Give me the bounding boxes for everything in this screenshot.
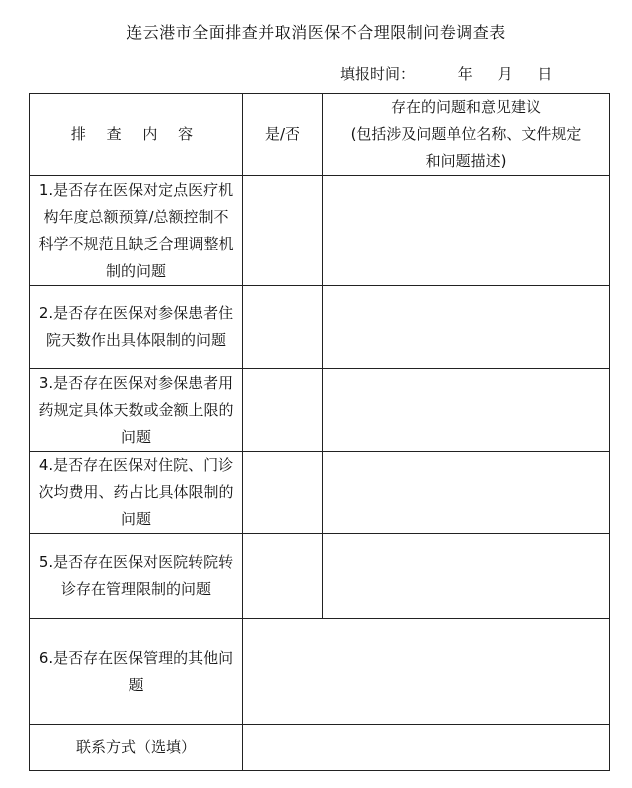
page-title: 连云港市全面排查并取消医保不合理限制问卷调查表: [126, 23, 506, 42]
fill-date-row: [340, 63, 552, 84]
answer-yes-no-2[interactable]: [243, 286, 323, 369]
contact-row: [30, 725, 610, 771]
question-6: [30, 619, 243, 725]
survey-table: [29, 93, 610, 771]
header-yes-no: 是/否: [243, 94, 323, 176]
question-text: 4.是否存在医保对住院、门诊次均费用、药占比具体限制的问题: [38, 456, 234, 528]
table-row: [30, 286, 610, 369]
header-issues-line1: 存在的问题和意见建议: [390, 98, 541, 116]
answer-issues-2[interactable]: [323, 286, 610, 369]
question-2: [30, 286, 243, 369]
answer-issues-4[interactable]: [323, 452, 610, 534]
question-text: 5.是否存在医保对医院转院转诊存在管理限制的问题: [38, 553, 234, 598]
header-issues-line2: (包括涉及问题单位名称、文件规定: [350, 125, 582, 143]
question-text: 2.是否存在医保对参保患者住院天数作出具体限制的问题: [38, 304, 234, 349]
question-text: 3.是否存在医保对参保患者用药规定具体天数或金额上限的问题: [38, 373, 234, 446]
header-issues: [323, 94, 610, 176]
fill-date-label: 填报时间：: [340, 65, 416, 83]
answer-issues-3[interactable]: [323, 369, 610, 452]
question-text: 1.是否存在医保对定点医疗机构年度总额预算/总额控制不科学不规范且缺乏合理调整机制的问题: [38, 180, 234, 280]
question-4: [30, 452, 243, 534]
table-row: [30, 619, 610, 725]
answer-yes-no-3[interactable]: [243, 369, 323, 452]
header-issues-line3: 和问题描述): [425, 152, 507, 170]
answer-yes-no-4[interactable]: [243, 452, 323, 534]
table-row: [30, 176, 610, 286]
table-row: [30, 534, 610, 619]
question-3: [30, 369, 243, 452]
answer-issues-1[interactable]: [323, 176, 610, 286]
table-header-row: [30, 94, 610, 176]
question-1: [30, 176, 243, 286]
answer-other-issues[interactable]: [243, 619, 610, 725]
month-label: 月: [497, 65, 513, 83]
answer-yes-no-5[interactable]: [243, 534, 323, 619]
header-item: 排 查 内 容: [30, 94, 243, 176]
table-row: [30, 452, 610, 534]
question-text: 6.是否存在医保管理的其他问题: [38, 648, 234, 694]
answer-yes-no-1[interactable]: [243, 176, 323, 286]
contact-field[interactable]: [243, 725, 610, 771]
answer-issues-5[interactable]: [323, 534, 610, 619]
contact-label: 联系方式（选填）: [30, 725, 243, 771]
table-row: [30, 369, 610, 452]
question-5: [30, 534, 243, 619]
year-label: 年: [457, 65, 473, 83]
day-label: 日: [537, 65, 553, 83]
